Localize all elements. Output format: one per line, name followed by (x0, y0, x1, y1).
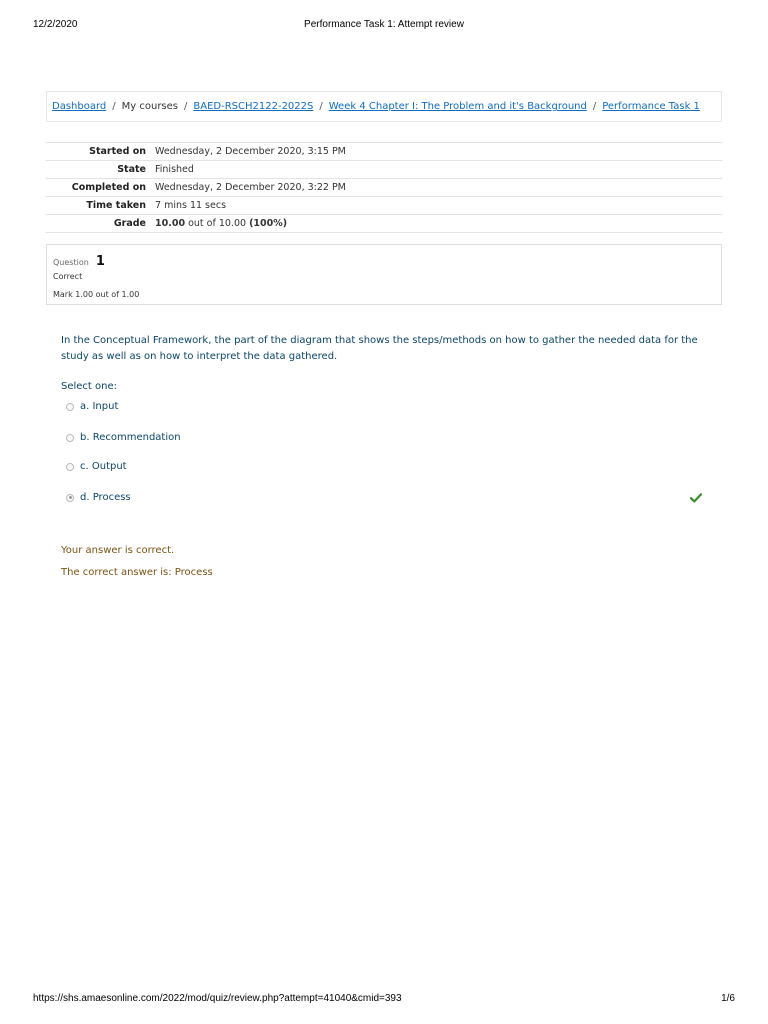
answer-option-a[interactable] (66, 401, 118, 412)
radio-button[interactable] (66, 434, 74, 442)
question-number-line (53, 250, 715, 269)
question-label: Question (53, 258, 89, 267)
check-icon (690, 488, 702, 507)
summary-value: Wednesday, 2 December 2020, 3:15 PM (151, 143, 722, 161)
grade-percent: (100%) (249, 218, 288, 229)
summary-label: Completed on (46, 179, 151, 197)
answer-option-label: b. Recommendation (80, 432, 181, 443)
grade-score: 10.00 (155, 218, 186, 229)
print-footer-page-number: 1/6 (721, 993, 735, 1004)
breadcrumb-my-courses: My courses (121, 101, 179, 112)
attempt-summary-table (46, 142, 722, 233)
summary-row-state (46, 161, 722, 179)
answer-option-label: a. Input (80, 401, 119, 412)
summary-label: State (46, 161, 151, 179)
breadcrumb-separator: / (319, 101, 323, 112)
answer-option-label: d. Process (80, 492, 131, 503)
breadcrumb-separator: / (184, 101, 188, 112)
question-state: Correct (53, 272, 83, 281)
question-info-box (46, 244, 722, 305)
radio-button[interactable] (66, 463, 74, 471)
breadcrumb-task-link[interactable]: Performance Task 1 (602, 101, 700, 112)
summary-label: Started on (46, 143, 151, 161)
answer-option-d[interactable] (66, 492, 131, 503)
summary-row-started (46, 143, 722, 161)
answer-option-c[interactable] (66, 461, 127, 472)
question-mark: Mark 1.00 out of 1.00 (53, 290, 140, 299)
feedback-correct-answer: The correct answer is: Process (61, 567, 213, 578)
answer-option-label: c. Output (80, 461, 127, 472)
grade-out-of: out of 10.00 (188, 218, 247, 229)
summary-label: Grade (46, 215, 151, 233)
breadcrumb-separator: / (112, 101, 116, 112)
select-one-prompt: Select one: (61, 381, 118, 392)
breadcrumb-separator: / (592, 101, 597, 112)
radio-button[interactable] (66, 403, 74, 411)
grade-value (151, 215, 722, 233)
breadcrumb-week-link[interactable]: Week 4 Chapter I: The Problem and it's Background (328, 101, 587, 112)
feedback-result: Your answer is correct. (61, 545, 175, 556)
summary-row-time-taken (46, 197, 722, 215)
breadcrumb-dashboard-link[interactable]: Dashboard (52, 101, 107, 112)
summary-row-grade (46, 215, 722, 233)
breadcrumb (46, 91, 722, 122)
print-footer-url: https://shs.amaesonline.com/2022/mod/quiz/review.php?attempt=41040&cmid=393 (33, 993, 402, 1004)
summary-value: Finished (151, 161, 722, 179)
print-header-date: 12/2/2020 (33, 19, 78, 30)
question-text: In the Conceptual Framework, the part of the diagram that shows the steps/methods on how to gather the needed data for the study as well as on how to interpret the data gathered. (61, 335, 698, 362)
summary-value: 7 mins 11 secs (151, 197, 722, 215)
summary-row-completed (46, 179, 722, 197)
summary-value: Wednesday, 2 December 2020, 3:22 PM (151, 179, 722, 197)
print-header-title: Performance Task 1: Attempt review (304, 19, 464, 30)
radio-button-selected[interactable] (66, 494, 74, 502)
breadcrumb-course-link[interactable]: BAED-RSCH2122-2022S (193, 101, 314, 112)
answer-option-b[interactable] (66, 432, 181, 443)
summary-label: Time taken (46, 197, 151, 215)
question-number: 1 (95, 254, 105, 269)
